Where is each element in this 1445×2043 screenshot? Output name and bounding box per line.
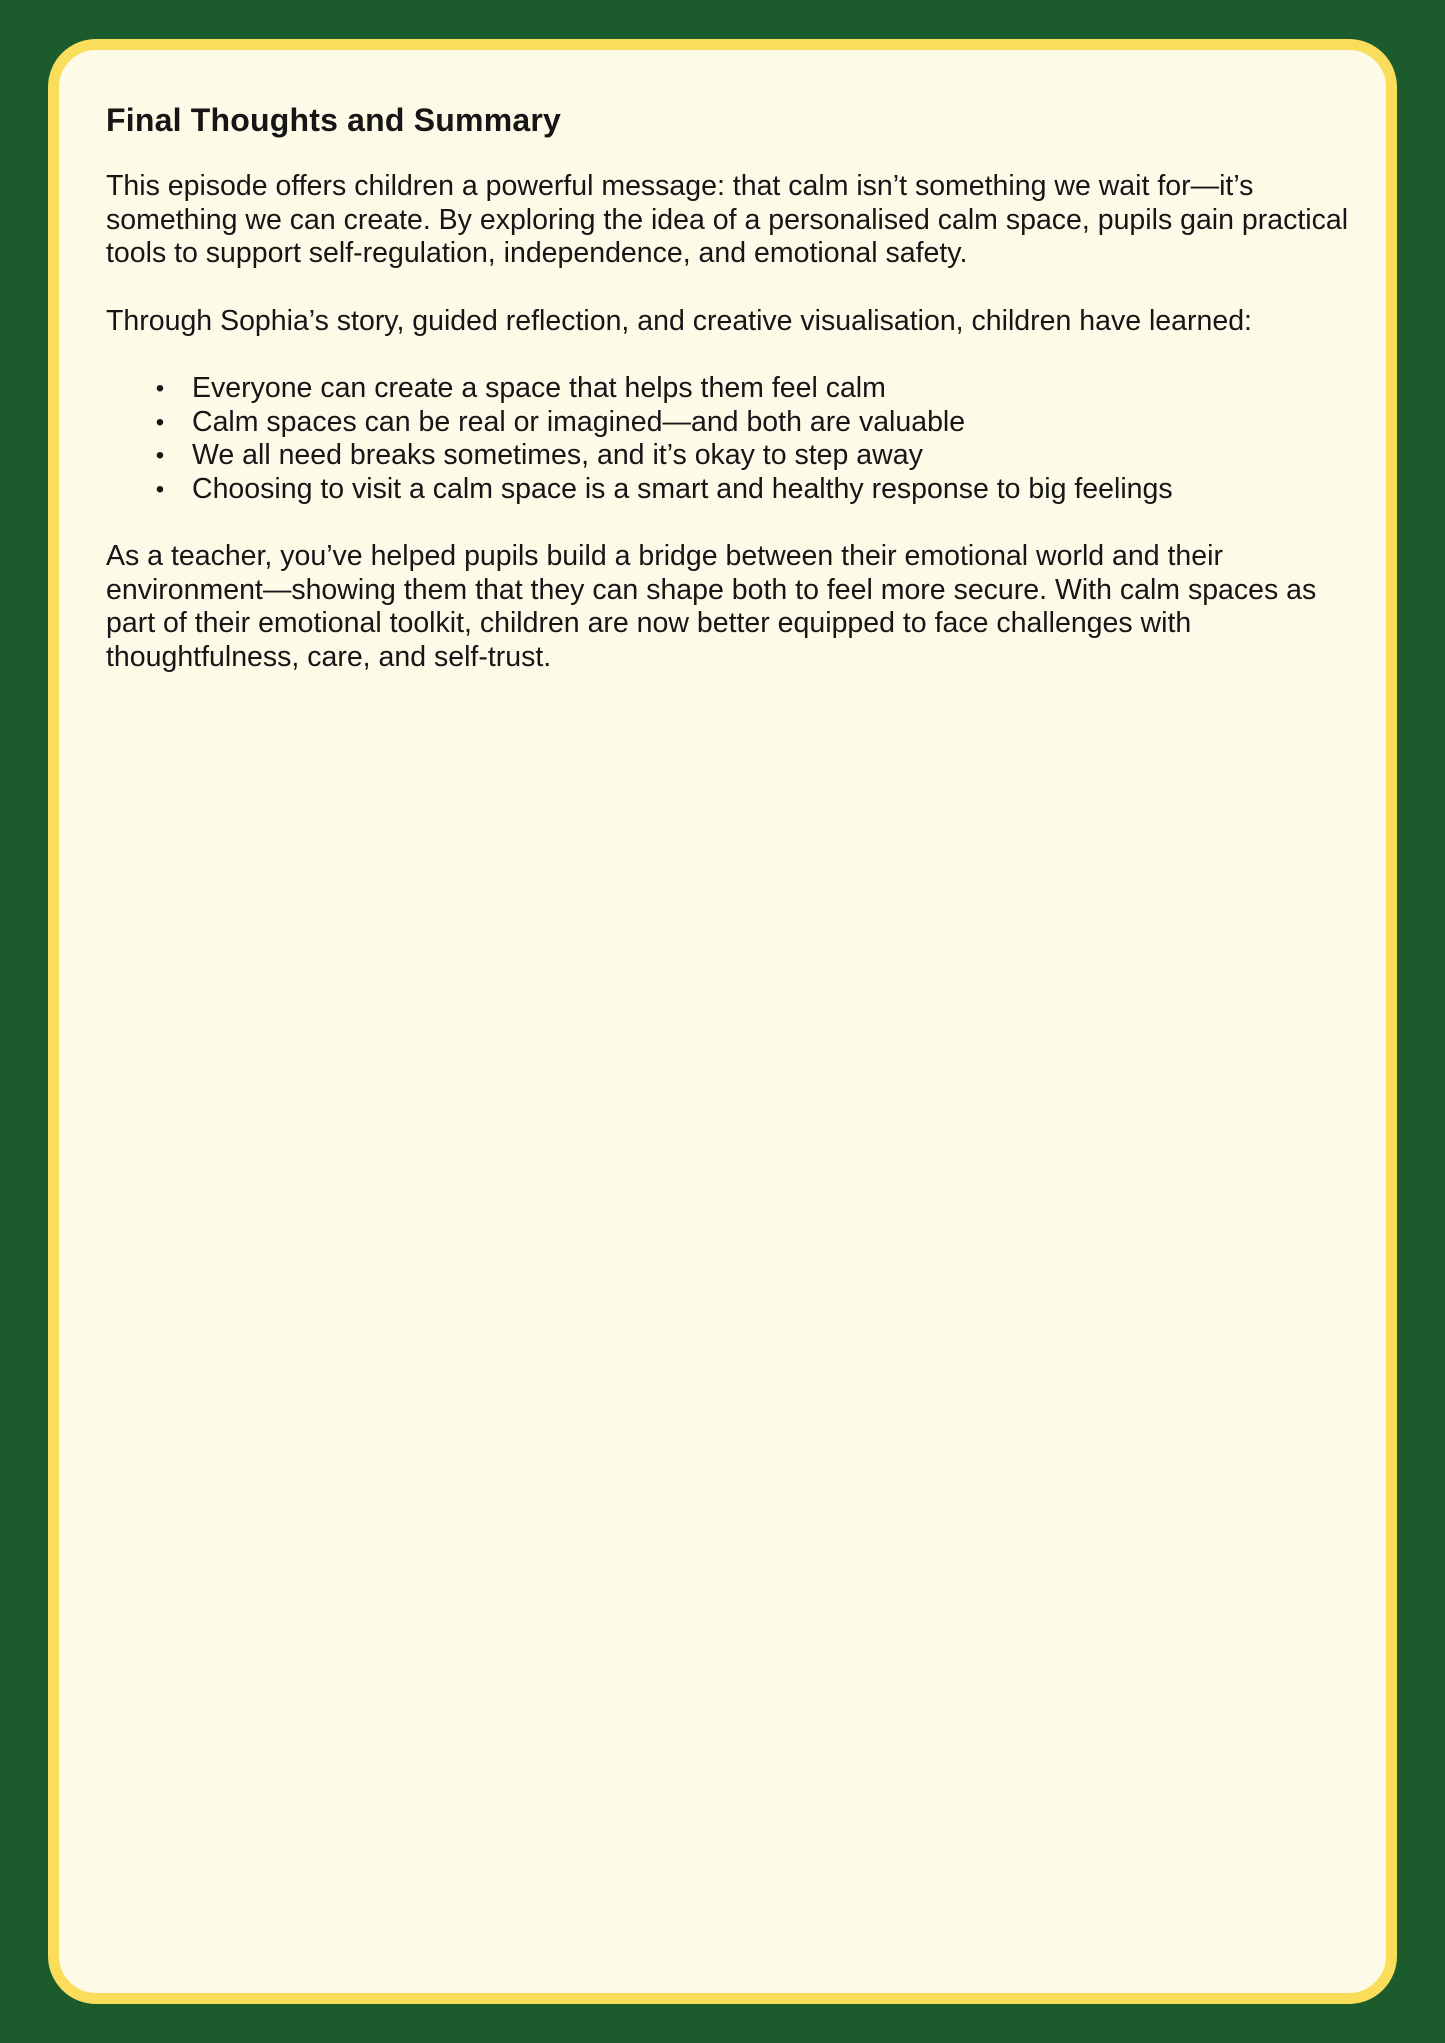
list-item (155, 472, 1356, 507)
list-item-text: Choosing to visit a calm space is a smart and healthy response to big feelings (192, 472, 1173, 505)
list-item (155, 405, 1356, 440)
bullet-icon: • (155, 408, 165, 436)
bullet-icon: • (155, 442, 165, 469)
learning-points-list (106, 372, 1356, 506)
list-item (155, 372, 1356, 406)
learning-intro-paragraph: Through Sophia’s story, guided reflection, and creative visualisation, children have learned: (106, 304, 1252, 337)
page-title: Final Thoughts and Summary (106, 102, 562, 138)
closing-paragraph: As a teacher, you’ve helped pupils build a bridge between their emotional world and their environment—showing them that they can shape both to feel more secure. With calm spaces as part of their emotional toolkit, children are now better equipped to face challenges with thoughtfulness, care, and self-trust. (106, 540, 1317, 673)
list-item (155, 439, 1356, 473)
document-content (106, 100, 1356, 674)
list-item-text: We all need breaks sometimes, and it’s okay to step away (192, 439, 923, 471)
list-item-text: Calm spaces can be real or imagined—and both are valuable (192, 405, 966, 438)
list-item-text: Everyone can create a space that helps them feel calm (192, 372, 886, 404)
intro-paragraph: This episode offers children a powerful message: that calm isn’t something we wait for—it’s something we can create. By exploring the idea of a personalised calm space, pupils gain practical tools to support self-regulation, independence, and emotional safety. (106, 170, 1349, 269)
bullet-icon: • (155, 475, 165, 503)
bullet-icon: • (155, 375, 165, 402)
